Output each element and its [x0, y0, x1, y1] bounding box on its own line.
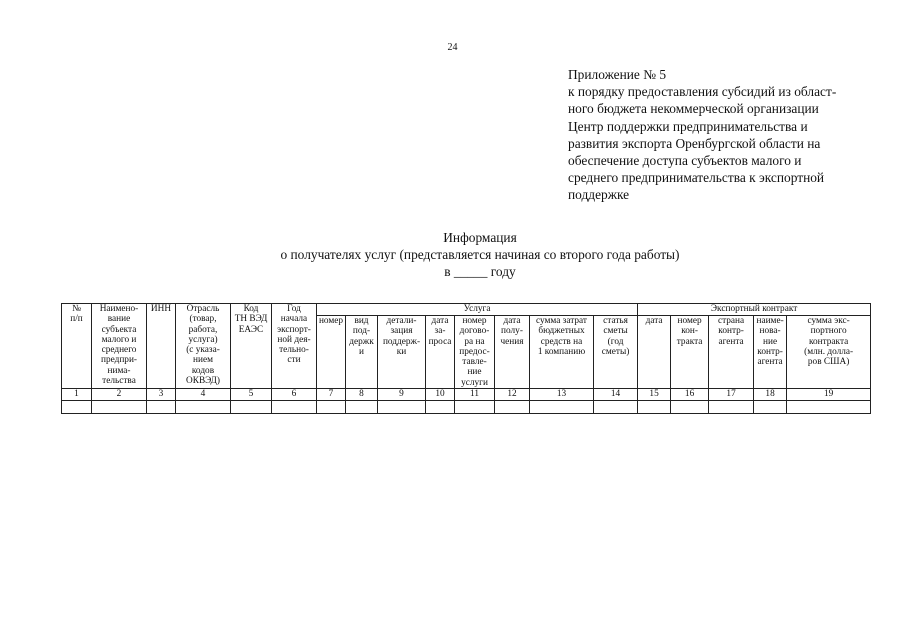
col-header-contract-date: дата [638, 316, 671, 389]
group-header-service: Услуга [317, 304, 638, 316]
table-cell [530, 401, 594, 414]
column-number: 12 [495, 389, 530, 401]
table-cell [378, 401, 426, 414]
table-cell [671, 401, 709, 414]
col-header-support-type: вид под- держки [346, 316, 378, 389]
col-header-inn: ИНН [147, 304, 176, 389]
col-header-export-contract-number: номер кон- тракта [671, 316, 709, 389]
table-cell [594, 401, 638, 414]
column-number: 4 [176, 389, 231, 401]
col-header-tn-ved-code: Код ТН ВЭД ЕАЭС [231, 304, 272, 389]
col-header-contract-amount: сумма экс- портного контракта (млн. долла- ров США) [787, 316, 871, 389]
title-year-line: в _____ году [444, 264, 516, 279]
col-header-contract-number: номер догово- ра на предос- тавле- ние услуги [455, 316, 495, 389]
table-cell [62, 401, 92, 414]
table-cell [638, 401, 671, 414]
column-number: 7 [317, 389, 346, 401]
table-cell [317, 401, 346, 414]
document-title [200, 229, 760, 280]
column-number: 8 [346, 389, 378, 401]
col-header-service-number: номер [317, 316, 346, 389]
table-cell [426, 401, 455, 414]
table-cell [709, 401, 754, 414]
column-number: 15 [638, 389, 671, 401]
col-header-budget-item: статья сметы (год сметы) [594, 316, 638, 389]
table-cell [272, 401, 317, 414]
appendix-line: Центр поддержки предпринимательства и [568, 118, 808, 134]
column-number: 17 [709, 389, 754, 401]
appendix-note [568, 66, 888, 204]
appendix-line: развития экспорта Оренбургской области на [568, 135, 821, 151]
appendix-line: ного бюджета некоммерческой организации [568, 101, 819, 117]
column-number: 13 [530, 389, 594, 401]
table-row [62, 401, 871, 414]
table-cell [754, 401, 787, 414]
column-number: 19 [787, 389, 871, 401]
column-number: 5 [231, 389, 272, 401]
page-number: 24 [447, 42, 458, 53]
title-heading: Информация [443, 230, 517, 245]
col-header-support-detail: детали- зация поддерж- ки [378, 316, 426, 389]
column-number: 16 [671, 389, 709, 401]
appendix-line: поддержке [568, 187, 630, 203]
col-header-export-start-year: Год начала экспорт- ной дея- тельно- сти [272, 304, 317, 389]
col-header-number: № п/п [62, 304, 92, 389]
col-header-budget-cost: сумма затрат бюджетных средств на 1 компанию [530, 316, 594, 389]
table-cell [231, 401, 272, 414]
col-header-industry: Отрасль (товар, работа, услуга) (с указа- нием кодов ОКВЭД) [176, 304, 231, 389]
appendix-line: к порядку предоставления субсидий из област- [568, 84, 837, 100]
table-cell [787, 401, 871, 414]
recipients-table [61, 303, 871, 414]
table-cell [92, 401, 147, 414]
table-cell [346, 401, 378, 414]
appendix-line: Приложение № 5 [568, 67, 667, 82]
group-header-export-contract: Экспортный контракт [638, 304, 871, 316]
col-header-counterparty-name: наиме- нова- ние контр- агента [754, 316, 787, 389]
appendix-line: среднего предпринимательства к экспортной [568, 170, 825, 186]
column-number: 2 [92, 389, 147, 401]
column-number: 3 [147, 389, 176, 401]
column-number: 9 [378, 389, 426, 401]
col-header-receipt-date: дата полу- чения [495, 316, 530, 389]
table-cell [495, 401, 530, 414]
col-header-entity-name: Наимено- вание субъекта малого и среднего предпри- нима- тельства [92, 304, 147, 389]
table-cell [176, 401, 231, 414]
column-number: 10 [426, 389, 455, 401]
column-number: 11 [455, 389, 495, 401]
column-number: 1 [62, 389, 92, 401]
col-header-counterparty-country: страна контр- агента [709, 316, 754, 389]
column-number: 14 [594, 389, 638, 401]
appendix-line: обеспечение доступа субъектов малого и [568, 153, 802, 169]
column-number: 6 [272, 389, 317, 401]
table-cell [455, 401, 495, 414]
table-cell [147, 401, 176, 414]
title-subtitle: о получателях услуг (представляется начиная со второго года работы) [280, 247, 680, 262]
column-number: 18 [754, 389, 787, 401]
col-header-request-date: дата за- проса [426, 316, 455, 389]
